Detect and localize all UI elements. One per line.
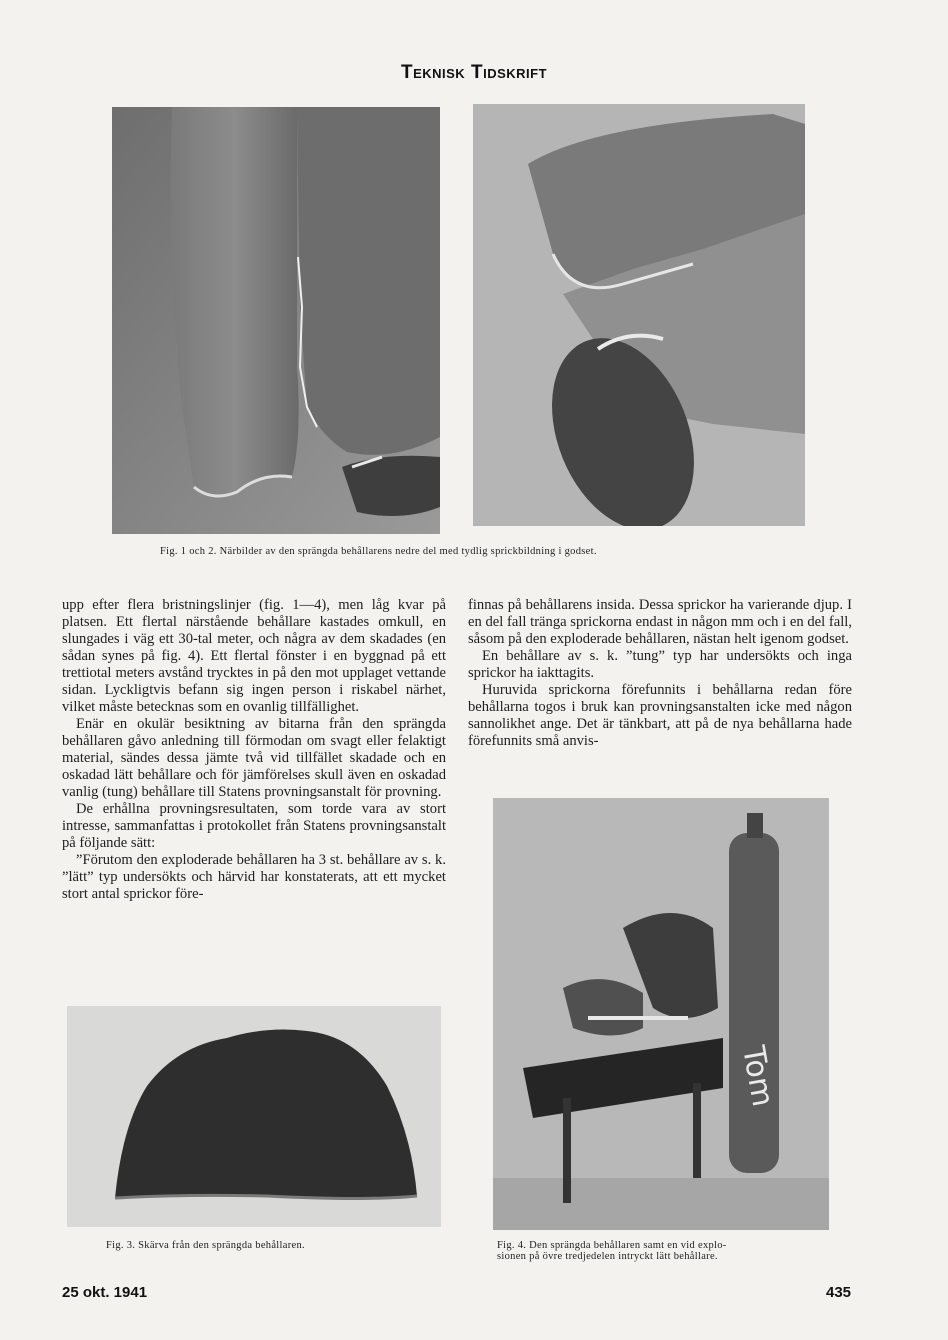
left-paragraph-1: upp efter flera bristningslinjer (fig. 1—4), men låg kvar på platsen. Ett flertal närstående behållare kastades omkull, en slungades i väg ett 30-tal meter, och några av dem skadades (en sådan synes på fig. 4). Ett flertal fönster i en byggnad på ett trettiotal meters avstånd trycktes in på den mot upplaget vettande sidan. Lyckligtvis befann sig ingen person i riskabel närhet, vilket måste betecknas som en ovanlig tillfällighet. [62, 597, 446, 715]
right-paragraph-1: finnas på behållarens insida. Dessa sprickor ha varierande djup. I en del fall tränga sprickorna endast in någon mm och i en del fall, såsom på den exploderade behållaren, nästan helt igenom godset. [468, 597, 852, 647]
figure-3-caption: Fig. 3. Skärva från den sprängda behållaren. [106, 1240, 305, 1251]
right-text-column [468, 597, 852, 750]
footer-page-number: 435 [826, 1284, 852, 1301]
journal-header: Teknisk Tidskrift [400, 62, 548, 83]
right-paragraph-2: En behållare av s. k. ”tung” typ har undersökts och inga sprickor ha iakttagits. [468, 648, 852, 681]
figure-1-2-caption: Fig. 1 och 2. Närbilder av den sprängda behållarens nedre del med tydlig sprickbildning i godset. [160, 546, 597, 557]
right-paragraph-3: Huruvida sprickorna förefunnits i behållarna redan före behållarna togos i bruk kan provningsanstalten icke med någon sannolikhet ange. Det är tänkbart, att på de nya behållarna hade förefunnits små anvis- [468, 682, 852, 749]
figure-3-photo [67, 1006, 441, 1227]
cylinder-label-text: Tom [735, 1043, 781, 1110]
figure-2-photo [473, 104, 805, 526]
figure-4-caption-line-2: sionen på övre tredjedelen intryckt lätt behållare. [497, 1251, 718, 1262]
left-paragraph-3: De erhållna provningsresultaten, som torde vara av stort intresse, sammanfattas i protokollet från Statens provningsanstalt på följande sätt: [62, 801, 446, 851]
left-paragraph-2: Enär en okulär besiktning av bitarna från den sprängda behållaren gåvo anledning till förmodan om svagt eller felaktigt material, sändes dessa jämte två vid tillfället skadade och en oskadad lätt behållare och för jämförelses skull även en oskadad vanlig (tung) behållare till Statens provningsanstalt för provning. [62, 716, 446, 800]
left-text-column [62, 597, 446, 903]
figure-4-photo [493, 798, 829, 1230]
figure-4-caption [497, 1240, 837, 1262]
figure-1-photo [112, 107, 440, 534]
figure-4-caption-line-1: Fig. 4. Den sprängda behållaren samt en vid explo- [497, 1240, 727, 1251]
footer-date: 25 okt. 1941 [62, 1284, 148, 1301]
left-paragraph-4: ”Förutom den exploderade behållaren ha 3 st. behållare av s. k. ”lätt” typ undersökts och härvid har konstaterats, att ett mycket stort antal sprickor före- [62, 852, 446, 902]
